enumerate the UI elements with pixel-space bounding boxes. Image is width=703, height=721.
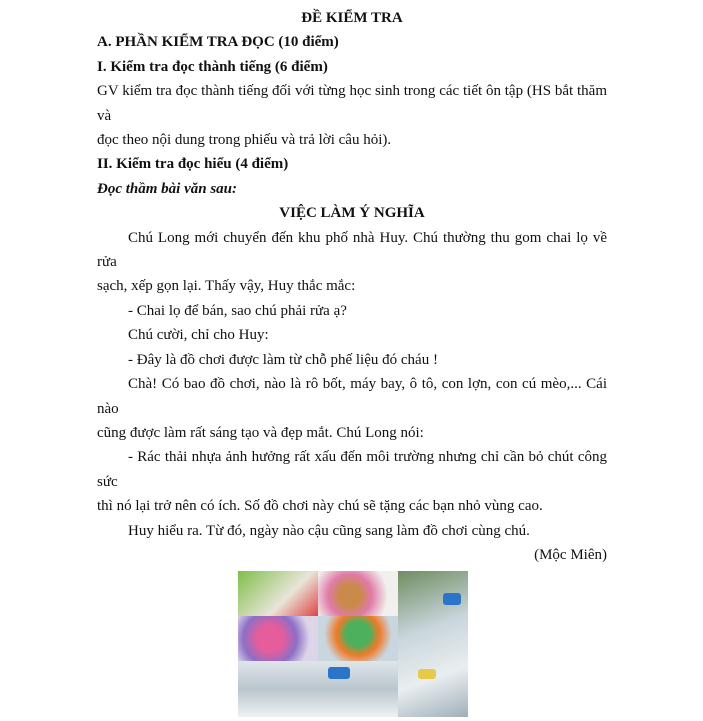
section-1-heading: I. Kiểm tra đọc thành tiếng (6 điểm)	[97, 58, 328, 75]
story-line: sạch, xếp gọn lại. Thấy vậy, Huy thắc mắc:	[97, 278, 356, 295]
story-line: Chú Long mới chuyển đến khu phố nhà Huy. Chú thường thu gom chai lọ về rửa	[97, 229, 607, 271]
story-line: cũng được làm rất sáng tạo và đẹp mắt. Chú Long nói:	[97, 424, 424, 441]
story-line: Chà! Có bao đồ chơi, nào là rô bốt, máy bay, ô tô, con lợn, con cú mèo,... Cái nào	[97, 376, 607, 417]
recycled-toys-photo	[238, 571, 468, 717]
section-1-text: GV kiểm tra đọc thành tiếng đối với từng học sinh trong các tiết ôn tập (HS bắt thăm và	[97, 83, 607, 124]
story-line: - Rác thải nhựa ảnh hưởng rất xấu đến môi trường nhưng chỉ cần bỏ chút công sức	[97, 449, 607, 490]
author: (Mộc Miên)	[534, 546, 607, 563]
story-line: - Đây là đồ chơi được làm từ chỗ phế liệu đó cháu !	[128, 351, 438, 368]
story-line: Huy hiểu ra. Từ đó, ngày nào cậu cũng sang làm đồ chơi cùng chú.	[128, 522, 530, 539]
story-line: thì nó lại trở nên có ích. Số đồ chơi này chú sẽ tặng các bạn nhỏ vùng cao.	[97, 498, 543, 515]
story-title: VIỆC LÀM Ý NGHĨA	[279, 205, 425, 222]
section-a-heading: A. PHẦN KIỂM TRA ĐỌC (10 điểm)	[97, 34, 339, 51]
section-2-heading: II. Kiểm tra đọc hiểu (4 điểm)	[97, 156, 289, 173]
story-line: Chú cười, chỉ cho Huy:	[128, 327, 269, 344]
story-line: - Chai lọ để bán, sao chú phải rửa ạ?	[128, 302, 347, 319]
document-title: ĐỀ KIỂM TRA	[301, 10, 403, 26]
instruction: Đọc thầm bài văn sau:	[97, 180, 238, 197]
section-1-text: đọc theo nội dung trong phiếu và trả lời câu hỏi).	[97, 132, 392, 149]
